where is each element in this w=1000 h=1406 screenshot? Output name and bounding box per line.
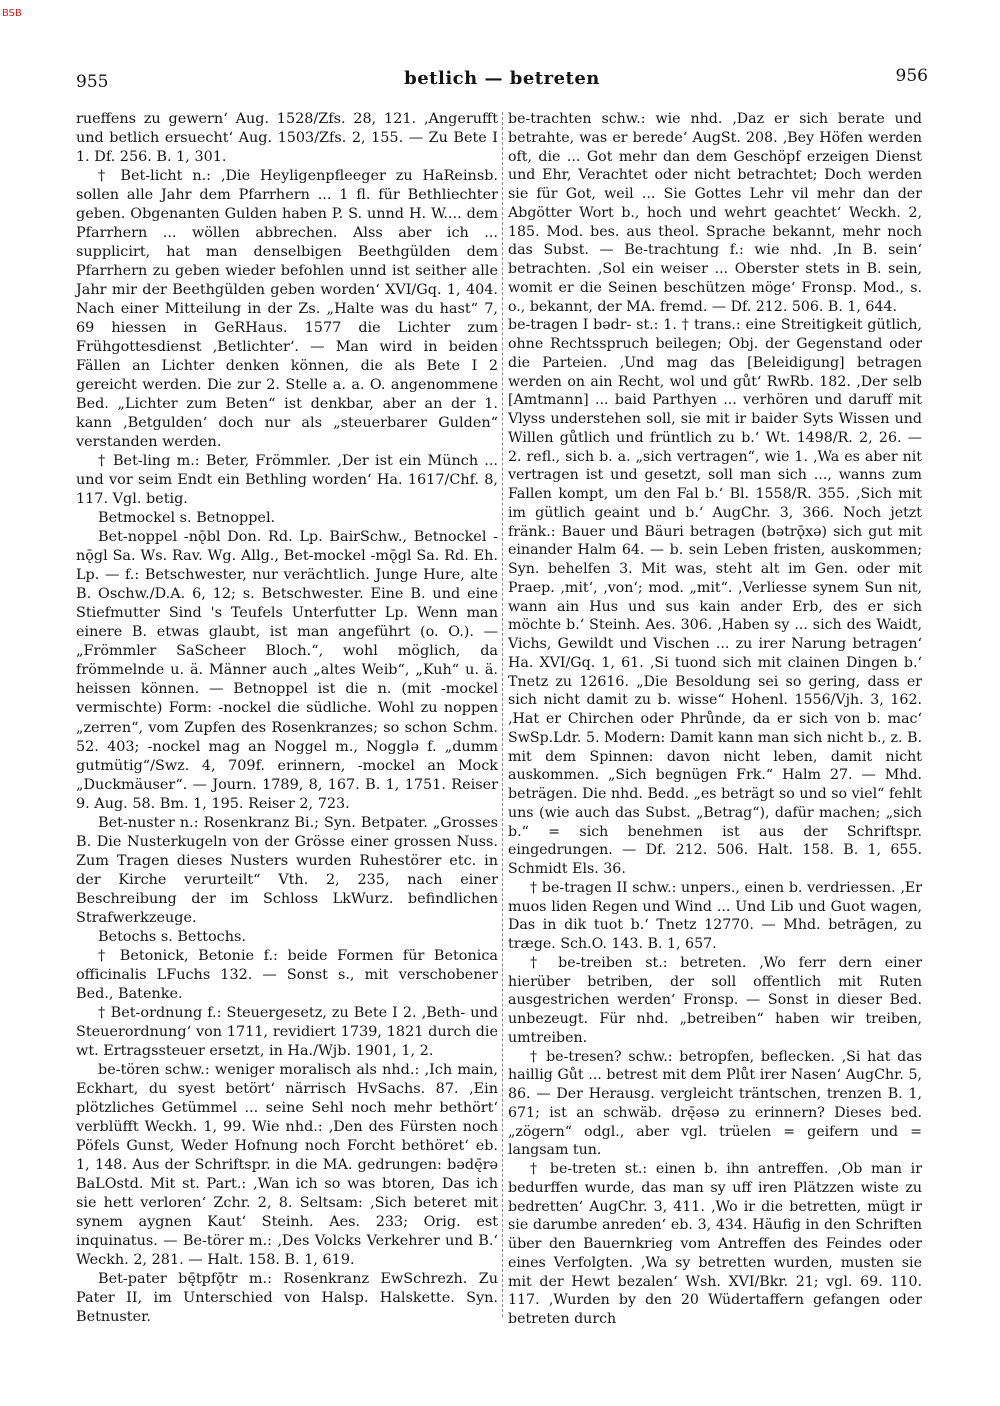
entry-be-toeren: be-tören schw.: weniger moralisch als nhd.: ‚Ich main, Eckhart, du syest betört‘ närrisch HvSachs. 87. ‚Ein plötzliches Getümmel ... seine Sehl noch mehr bethört‘ verblüfft Weckh. 1, 99. Wie nhd.: ‚Den des Fürsten noch Pöfels Gunst, Weder Hofnung noch Forcht bethöret‘ eb. 1, 148. Aus der Schriftspr. in die MA. gedrungen: bədę̄rə BaLOstd. Mit st. Part.: ‚Wan ich so was btoren, Das ich sie hett verloren‘ Zchr. 2, 8. Seltsam: ‚Sich beteret mit synem aygnen Kaut‘ Steinh. Aes. 233; Orig. est inquinatus. — Be-törer m.: ‚Des Volcks Verkehrer und B.‘ Weckh. 2, 281. — Halt. 158. B. 1, 619.	[76, 1061, 498, 1268]
entry-bet-nuster: Bet-nuster n.: Rosenkranz Bi.; Syn. Betpater. „Grosses B. Die Nusterkugeln von der Grösse einer grossen Nuss. Zum Tragen dieses Nusters wurden Ruhestörer etc. in der Kirche verurteilt“ Vth. 2, 235, nach einer Beschreibung der im Schloss LkWurz. befindlichen Strafwerkzeuge.	[76, 814, 498, 926]
entry-be-treten: † be-treten st.: einen b. ihn antreffen. ‚Ob man ir bedurffen wurde, das man sy uff iren Plätzzen wiste zu bedretten‘ AugChr. 3, 411. ‚Wo ir die betretten, mügt ir sie darumbe anreden‘ eb. 3, 434. Häufig in den Schriften über den Bauernkrieg vom Antreffen des Feindes oder eines Verfolgten. ‚Wa sy betretten wurden, musten sie mit der Hewt bezalen‘ Wsh. XVI/Bkr. 21; vgl. 69. 110. 117. ‚Wurden by den 20 Wüdertaffern gefangen oder betreten durch	[508, 1161, 922, 1327]
entry-be-treiben: † be-treiben st.: betreten. ‚Wo ferr dern einer hierüber betriben, der soll offentlich mit Ruten ausgestrichen werden‘ Fronsp. — Sonst in dieser Bed. unbezeugt. Für nhd. „betreiben“ haben wir treiben, umtreiben.	[508, 954, 922, 1046]
entry-bet-ordnung: † Bet-ordnung f.: Steuergesetz, zu Bete I 2. ‚Beth- und Steuerordnung‘ von 1711, revidiert 1739, 1821 durch die wt. Ertragssteuer ersetzt, in Ha./Wjb. 1901, 1, 2.	[76, 1004, 498, 1059]
library-stamp: BSB	[2, 8, 22, 19]
left-column	[76, 110, 498, 1327]
entry-be-trachten: be-trachten schw.: wie nhd. ‚Daz er sich berate und betrahte, was er berede‘ AugSt. 208. ‚Bey Höfen werden oft, die ... Got mehr dan dem Geschöpf erzeigen Dienst und Ehr, Verachtet oder nicht betrachtet; Doch werden sie für Got, weil ... Sie Gottes Lehr vil mehr dan der Abgötter Wort b., hoch und wehrt geachtet‘ Weckh. 2, 185. Mod. bes. aus theol. Sprache bekannt, mehr noch das Subst. — Be-trachtung f.: wie nhd. ‚In B. sein‘ betrachten. ‚Sol ein weiser ... Oberster stets in B. sein, womit er die Seinen beschützen möge‘ Fronsp. Mod., s. o., bekannt, der MA. fremd. — Df. 212. 506. B. 1, 644.	[508, 111, 922, 315]
entry-bet-noppel: Bet-noppel -nǭbl Don. Rd. Lp. BairSchw., Betnockel -nǭgl Sa. Ws. Rav. Wg. Allg., Bet-mockel -mǭgl Sa. Rd. Eh. Lp. — f.: Betschwester, nur verächtlich. Junge Hure, alte B. Oschw./D.A. 6, 12; s. Betschwester. Eine B. und eine Stiefmutter Sind 's Teufels Unterfutter Lp. Wenn man einere B. etwas glaubt, ist man angeführt (o. O.). — „Frömmler SaScheer Bloch.“, wohl möglich, da frömmelnde u. ä. Männer auch „altes Weib“, „Kuh“ u. ä. heissen können. — Betnoppel ist die n. (mit -mockel vermischte) Form: -nockel die südliche. Wohl zu noppen „zerren“, vom Zupfen des Rosenkranzes; so schon Schm. 52. 403; -nockel mag an Noggel m., Nogglə f. „dumm gutmütig“/Swz. 4, 709f. erinnern, -mockel an Mock „Duckmäuser“. — Journ. 1789, 8, 167. B. 1, 1751. Reiser 9. Aug. 58. Bm. 1, 195. Reiser 2, 723.	[76, 529, 498, 812]
entry-bet-pater: Bet-pater bę̄tpfǭtr m.: Rosenkranz EwSchrezh. Zu Pater II, im Unterschied von Halsp. Halskette. Syn. Betnuster.	[76, 1270, 498, 1325]
page-number-right: 956	[895, 66, 928, 86]
entry-text: rueffens zu gewern‘ Aug. 1528/Zfs. 28, 121. ‚Angerufft und betlich ersuecht‘ Aug. 1503/Zfs. 2, 155. — Zu Bete I 1. Df. 256. B. 1, 301.	[76, 111, 498, 166]
column-divider	[502, 112, 503, 1317]
entry-be-tresen: † be-tresen? schw.: betropfen, beflecken. ‚Si hat das haillig Gůt ... betrest mit dem Plůt irer Nasen‘ AugChr. 5, 86. — Der Herausg. vergleicht träntschen, trenzen B. 1, 671; ist an schwäb. drę̄əsə zu erinnern? Dieses bed. „zögern“ odgl., aber vgl. trüelen = geifern und = langsam tun.	[508, 1048, 922, 1159]
entry-bet-licht: † Bet-licht n.: ‚Die Heyligenpfleeger zu HaReinsb. sollen alle Jahr dem Pfarrhern ... 1 fl. für Bethliechter geben. Obgenanten Gulden haben P. S. unnd H. W.... dem Pfarrhern ... wöllen abbrechen. Alss aber ich ... supplicirt, hat man denselbigen Beethgülden dem Pfarrhern zu geben wieder befohlen unnd ist seither alle Jahr mir der Beethgülden geben worden‘ XVI/Gq. 1, 404. Nach einer Mitteilung in der Zs. „Halte was du hast“ 7, 69 hiessen in GeRHaus. 1577 die Lichter zum Frühgottesdienst ‚Betlichter‘. — Man wird in beiden Fällen an Lichter denken können, die als Bete I 2 gereicht werden. Die zur 2. Stelle a. a. O. angenommene Bed. „Lichter zum Beten“ ist denkbar, aber an der 1. kann ‚Betgulden‘ doch nur als „steuerbarer Gulden“ verstanden werden.	[76, 168, 498, 451]
entry-be-tragen-1: be-tragen I bədr- st.: 1. † trans.: eine Streitigkeit gütlich, ohne Rechtsspruch beilegen; Obj. der Gegenstand oder die Parteien. ‚Und mag das [Beleidigung] betragen werden on ain Recht, wol und gůt‘ RwRb. 182. ‚Der selb [Amtmann] ... baid Parthyen ... verhören und daruff mit Vlyss understehen soll, sie mit ir baider Syts Wissen und Willen gůtlich und früntlich zu b.‘ Wt. 1498/R. 2, 26. — 2. refl., sich b. a. „sich vertragen“, wie 1. ‚Wa es aber nit vertragen ist und gesetzt, soll man sich ..., wanns zum Fallen kompt, um den Fal b.‘ Bl. 1558/R. 355. ‚Sich mit im gütlich geaint und b.‘ AugChr. 3, 366. Noch jetzt fränk.: Bauer und Bäuri betragen (bətrǭxə) sich gut mit einander Halm 64. — b. sein Leben fristen, auskommen; Syn. behelfen 3. Mit was, steht alt im Gen. oder mit Praep. ‚mit‘, ‚von‘; mod. „mit“. ‚Verliesse synem Sun nit, wann ain Hus und sus kain ander Erb, des er sich möchte b.‘ Steinh. Aes. 306. ‚Haben sy ... sich des Waidt, Vichs, Gewildt und Vischen ... zu irer Narung betragen‘ Ha. XVI/Gq. 1, 61. ‚Si tuond sich mit clainen Dingen b.‘ Tnetz zu 12616. „Die Besoldung sei so gering, dass er sich nicht damit zu b. wisse“ Hohenl. 1556/Vjh. 3, 162. ‚Hat er Chirchen oder Phrůnde, da er sich von b. mac‘ SwSp.Ldr. 5. Modern: Damit kann man sich nicht b., z. B. mit dem Spinnen: davon nicht leben, damit nicht auskommen. „Sich begnügen Frk.“ Halm 27. — Mhd. beträgen. Die nhd. Bedd. „es beträgt so und so viel“ fehlt uns (wie auch das Subst. „Betrag“), dafür machen; „sich b.“ = sich benehmen ist aus der Schriftspr. eingedrungen. — Df. 212. 506. Halt. 158. B. 1, 655. Schmidt Els. 36.	[508, 317, 922, 877]
entry-be-tragen-2: † be-tragen II schw.: unpers., einen b. verdriessen. ‚Er muos liden Regen und Wind ... Und Lib und Guot wagen, Das in dik tuot b.‘ Tnetz 12770. — Mhd. betrāgen, zu træge. Sch.O. 143. B. 1, 657.	[508, 879, 922, 952]
entry-betochs: Betochs s. Bettochs.	[98, 928, 246, 945]
entry-betmockel: Betmockel s. Betnoppel.	[98, 510, 276, 527]
page-header	[76, 66, 928, 96]
running-headwords: betlich — betreten	[404, 68, 600, 89]
right-column	[508, 110, 922, 1329]
page-number-left: 955	[76, 72, 109, 92]
entry-betonick: † Betonick, Betonie f.: beide Formen für Betonica officinalis LFuchs 132. — Sonst s., mit verschobener Bed., Batenke.	[76, 947, 498, 1002]
entry-bet-ling: † Bet-ling m.: Beter, Frömmler. ‚Der ist ein Münch ... und vor seim Endt ein Bethling worden‘ Ha. 1617/Chf. 8, 117. Vgl. betig.	[76, 453, 498, 508]
